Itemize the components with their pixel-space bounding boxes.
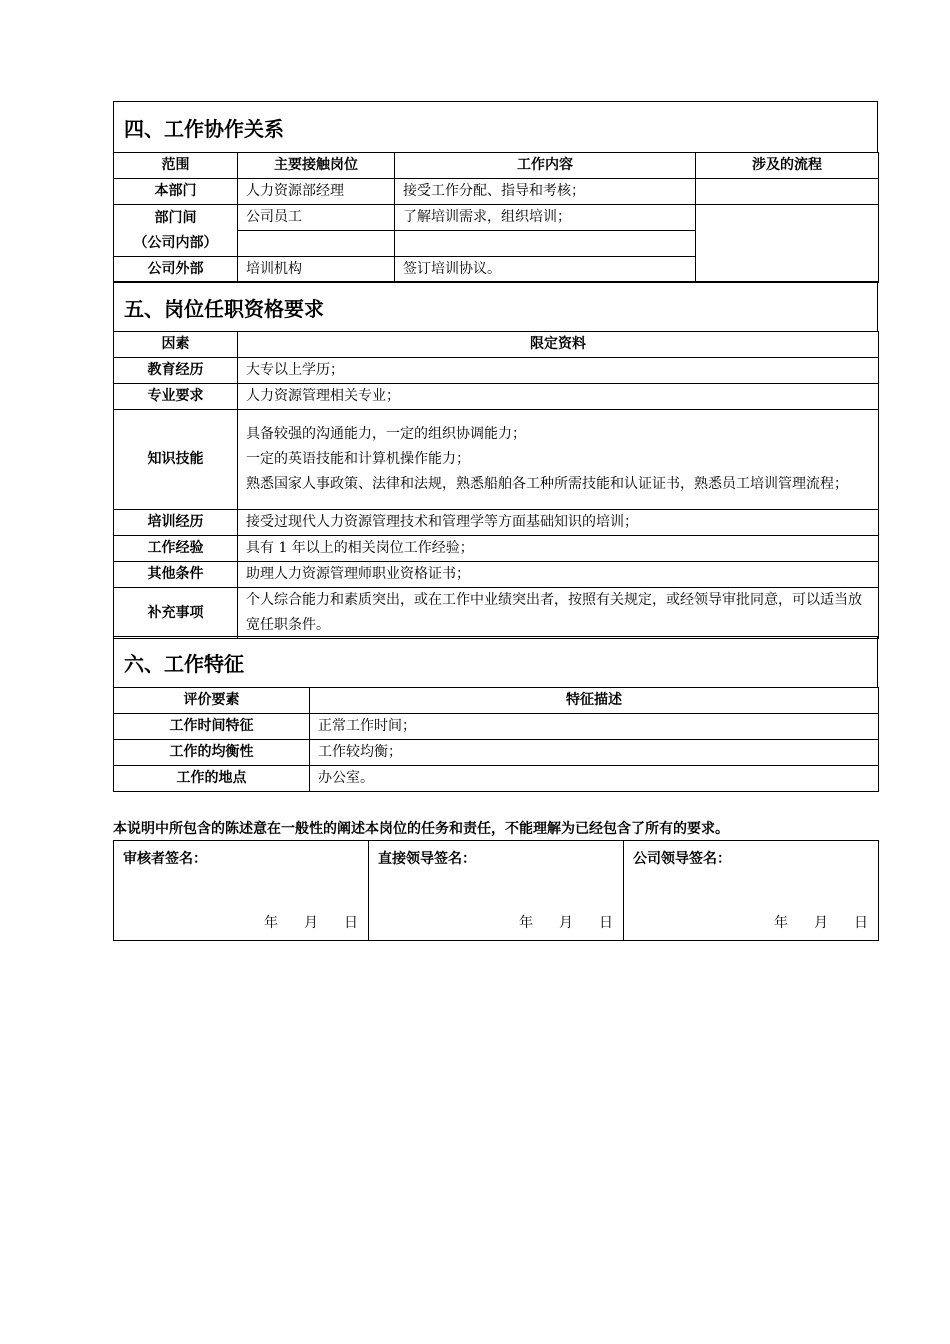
header-position: 主要接触岗位: [238, 153, 395, 179]
factor-skills: 知识技能: [114, 410, 238, 510]
year-label: 年: [519, 915, 533, 931]
section-4-title-text: 四、工作协作关系: [124, 117, 284, 141]
day-label: 日: [344, 915, 358, 931]
signature-supervisor[interactable]: [369, 841, 624, 941]
detail-training: 接受过现代人力资源管理技术和管理学等方面基础知识的培训；: [238, 510, 879, 536]
detail-skills: [238, 410, 879, 510]
content-external: 签订培训协议。: [395, 257, 696, 283]
scope-external: 公司外部: [114, 257, 238, 283]
position-dept: 人力资源部经理: [238, 179, 395, 205]
signature-company[interactable]: [624, 841, 879, 941]
header-content: 工作内容: [395, 153, 696, 179]
disclaimer-note: 本说明中所包含的陈述意在一般性的阐述本岗位的任务和责任，不能理解为已经包含了所有的要求。: [113, 821, 729, 837]
section-5-title-text: 五、岗位任职资格要求: [124, 296, 324, 321]
scope-inter-line2: （公司内部）: [133, 234, 218, 251]
section-6-title: [113, 636, 878, 688]
supervisor-label: 直接领导签名：: [378, 851, 476, 867]
collaboration-table: [113, 152, 879, 283]
eval-balance: 工作的均衡性: [114, 740, 310, 766]
section-5-title: [113, 281, 878, 332]
header-detail: 限定资料: [238, 332, 879, 358]
content-dept: 接受工作分配、指导和考核；: [395, 179, 696, 205]
header-feature-desc: 特征描述: [310, 688, 879, 714]
detail-experience: 具有 1 年以上的相关岗位工作经验；: [238, 536, 879, 562]
process-shared: [696, 205, 879, 283]
month-label: 月: [559, 915, 573, 931]
scope-dept: 本部门: [114, 179, 238, 205]
qualification-table: [113, 331, 879, 639]
characteristics-table: [113, 687, 879, 792]
signature-table: [113, 840, 879, 941]
desc-time: 正常工作时间；: [310, 714, 879, 740]
header-factor: 因素: [114, 332, 238, 358]
signature-reviewer[interactable]: [114, 841, 369, 941]
day-label: 日: [599, 915, 613, 931]
header-process: 涉及的流程: [696, 153, 879, 179]
supervisor-date: [493, 911, 613, 936]
detail-major: 人力资源管理相关专业；: [238, 384, 879, 410]
detail-education: 大专以上学历；: [238, 358, 879, 384]
desc-balance: 工作较均衡；: [310, 740, 879, 766]
factor-other: 其他条件: [114, 562, 238, 588]
detail-supplement: 个人综合能力和素质突出，或在工作中业绩突出者，按照有关规定，或经领导审批同意，可以适当放宽任职条件。: [238, 588, 879, 639]
skills-line-2: 一定的英语技能和计算机操作能力；: [246, 451, 470, 467]
company-label: 公司领导签名：: [633, 851, 731, 867]
year-label: 年: [774, 915, 788, 931]
month-label: 月: [814, 915, 828, 931]
factor-supplement: 补充事项: [114, 588, 238, 639]
company-date: [748, 911, 868, 936]
factor-experience: 工作经验: [114, 536, 238, 562]
factor-training: 培训经历: [114, 510, 238, 536]
section-4-title: [113, 101, 878, 153]
header-eval-factor: 评价要素: [114, 688, 310, 714]
reviewer-date: [238, 911, 358, 936]
position-inter-empty: [238, 231, 395, 257]
section-6-title-text: 六、工作特征: [124, 652, 244, 676]
day-label: 日: [854, 915, 868, 931]
scope-inter: [114, 205, 238, 257]
reviewer-label: 审核者签名：: [123, 851, 207, 867]
detail-other: 助理人力资源管理师职业资格证书；: [238, 562, 879, 588]
position-external: 培训机构: [238, 257, 395, 283]
process-dept: [696, 179, 879, 205]
content-inter-empty: [395, 231, 696, 257]
factor-education: 教育经历: [114, 358, 238, 384]
header-scope: 范围: [114, 153, 238, 179]
eval-time: 工作时间特征: [114, 714, 310, 740]
month-label: 月: [304, 915, 318, 931]
position-inter: 公司员工: [238, 205, 395, 231]
desc-location: 办公室。: [310, 766, 879, 792]
content-inter: 了解培训需求，组织培训；: [395, 205, 696, 231]
year-label: 年: [264, 915, 278, 931]
skills-line-1: 具备较强的沟通能力，一定的组织协调能力；: [246, 426, 526, 442]
eval-location: 工作的地点: [114, 766, 310, 792]
scope-inter-line1: 部门间: [154, 209, 197, 226]
factor-major: 专业要求: [114, 384, 238, 410]
skills-line-3: 熟悉国家人事政策、法律和法规，熟悉船舶各工种所需技能和认证证书，熟悉员工培训管理流程；: [246, 476, 848, 492]
